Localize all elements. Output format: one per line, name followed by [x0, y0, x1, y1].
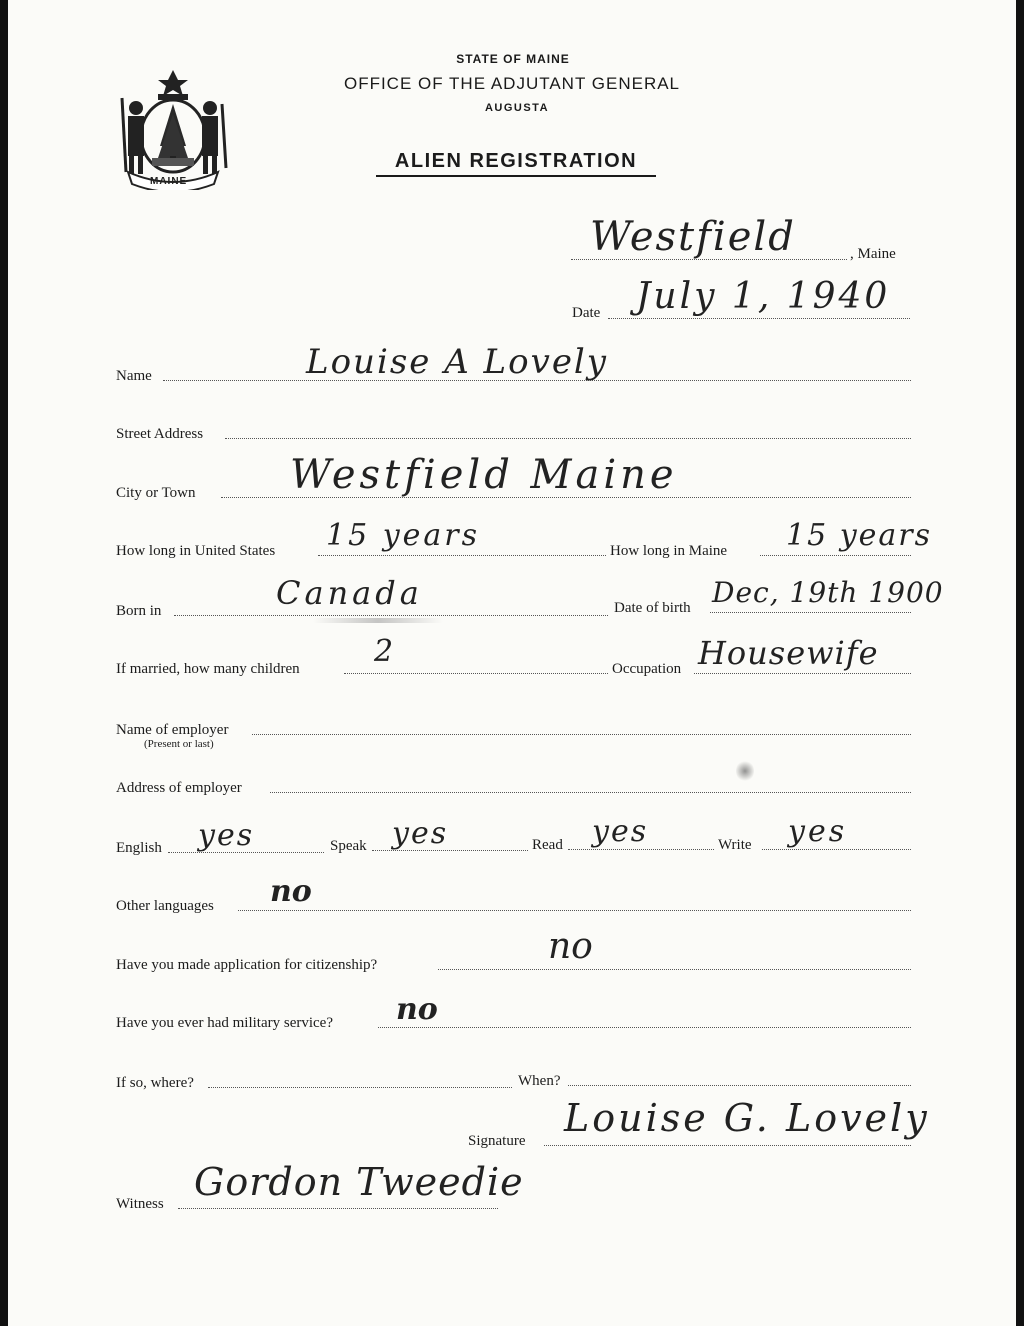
- born-in-value: Canada: [276, 574, 423, 612]
- occupation-value: Housewife: [698, 634, 879, 672]
- city-value: Westfield Maine: [290, 452, 678, 498]
- ink-smudge: [736, 760, 754, 782]
- date-value: July 1, 1940: [636, 276, 891, 317]
- header-state: STATE OF MAINE: [456, 52, 570, 66]
- date-of-birth-value: Dec, 19th 1900: [712, 576, 944, 609]
- date-of-birth-label: Date of birth: [614, 600, 691, 616]
- born-in-label: Born in: [116, 603, 162, 619]
- how-long-maine-value: 15 years: [786, 518, 933, 553]
- military-value: no: [396, 992, 438, 1027]
- citizenship-value: no: [548, 926, 593, 967]
- how-long-us-line: [318, 554, 606, 556]
- children-label: If married, how many children: [116, 661, 300, 677]
- occupation-label: Occupation: [612, 661, 682, 677]
- how-long-maine-line: [760, 554, 911, 556]
- where-label: If so, where?: [116, 1075, 194, 1091]
- english-value: yes: [198, 818, 255, 853]
- how-long-us-label: How long in United States: [116, 543, 276, 559]
- header-city: AUGUSTA: [484, 102, 550, 114]
- other-languages-line: [238, 909, 911, 911]
- military-label: Have you ever had military service?: [116, 1015, 333, 1031]
- citizenship-line: [438, 968, 911, 970]
- english-label: English: [116, 840, 162, 856]
- witness-value: Gordon Tweedie: [194, 1160, 524, 1204]
- citizenship-label: Have you made application for citizenship?: [116, 957, 378, 973]
- signature-value: Louise G. Lovely: [564, 1096, 930, 1140]
- seal-banner-text: MAINE: [150, 176, 188, 187]
- children-value: 2: [374, 634, 394, 669]
- scan-edge-left: [0, 0, 8, 1326]
- read-value: yes: [592, 814, 649, 849]
- other-languages-value: no: [270, 874, 312, 909]
- town-value: Westfield: [590, 214, 796, 260]
- when-label: When?: [518, 1073, 561, 1089]
- when-line: [568, 1084, 911, 1086]
- military-line: [378, 1026, 911, 1028]
- date-label: Date: [572, 305, 601, 321]
- city-label: City or Town: [116, 485, 196, 501]
- other-languages-label: Other languages: [116, 898, 214, 914]
- read-label: Read: [532, 837, 563, 853]
- occupation-line: [694, 672, 911, 674]
- header-office: OFFICE OF THE ADJUTANT GENERAL: [343, 74, 681, 93]
- witness-line: [178, 1207, 498, 1209]
- how-long-maine-label: How long in Maine: [610, 543, 728, 559]
- signature-line: [544, 1144, 911, 1146]
- date-line: [608, 317, 910, 319]
- scan-edge-right: [1016, 0, 1024, 1326]
- write-label: Write: [718, 837, 752, 853]
- date-of-birth-line: [710, 611, 911, 613]
- employer-address-line: [270, 791, 911, 793]
- registration-form: [8, 0, 1016, 1326]
- signature-label: Signature: [468, 1133, 526, 1149]
- speak-label: Speak: [330, 838, 367, 854]
- write-value: yes: [788, 814, 848, 849]
- speak-value: yes: [392, 816, 449, 851]
- page-title: ALIEN REGISTRATION: [376, 150, 656, 177]
- employer-label: Name of employer: [116, 722, 229, 738]
- street-address-line: [225, 437, 911, 439]
- employer-address-label: Address of employer: [116, 780, 242, 796]
- name-label: Name: [116, 368, 152, 384]
- children-line: [344, 672, 608, 674]
- name-value: Louise A Lovely: [306, 342, 609, 382]
- born-in-line: [174, 614, 608, 616]
- street-address-label: Street Address: [116, 426, 204, 442]
- where-line: [208, 1086, 512, 1088]
- employer-note: (Present or last): [144, 738, 214, 750]
- pencil-mark: [313, 618, 443, 623]
- employer-line: [252, 733, 911, 735]
- maine-label: , Maine: [850, 246, 896, 262]
- how-long-us-value: 15 years: [326, 518, 481, 553]
- witness-label: Witness: [116, 1196, 164, 1212]
